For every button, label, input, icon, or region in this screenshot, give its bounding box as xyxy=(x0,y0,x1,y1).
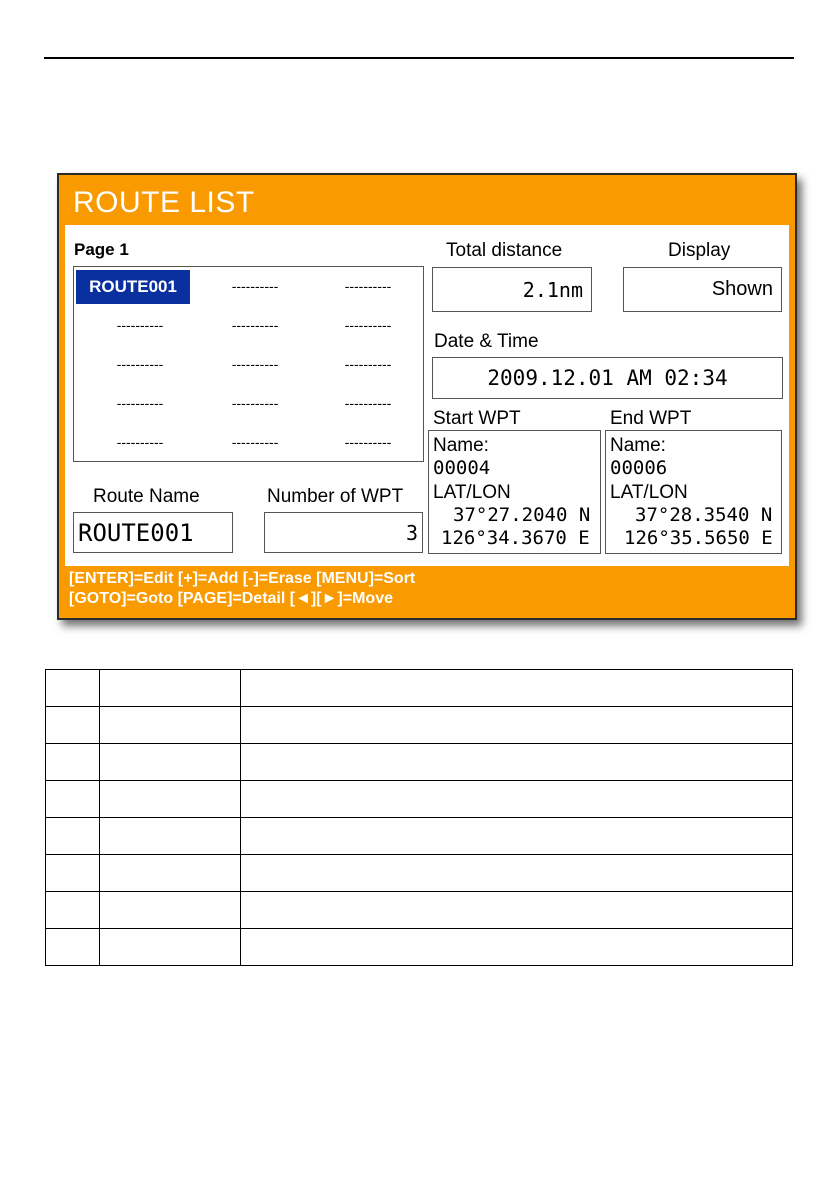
start-wpt-lon: 126°34.3670 E xyxy=(441,527,590,549)
start-wpt-name: 00004 xyxy=(433,457,491,479)
table-cell xyxy=(46,929,100,966)
end-wpt-name: 00006 xyxy=(610,457,668,479)
table-cell xyxy=(241,929,793,966)
route-grid xyxy=(73,266,424,462)
route-slot-4-1[interactable]: ---------- xyxy=(116,395,164,411)
display-field[interactable] xyxy=(623,267,782,312)
route-slot-5-1[interactable]: ---------- xyxy=(116,434,164,450)
route-slot-1-2[interactable]: ---------- xyxy=(231,278,279,294)
table-cell xyxy=(241,707,793,744)
table-cell xyxy=(241,670,793,707)
table-cell xyxy=(100,892,241,929)
route-slot-3-1[interactable]: ---------- xyxy=(116,356,164,372)
table-cell xyxy=(100,929,241,966)
key-help-line-2: [GOTO]=Goto [PAGE]=Detail [◄][►]=Move xyxy=(69,590,393,607)
total-distance-field xyxy=(432,267,592,312)
table-cell xyxy=(100,855,241,892)
route-slot-4-3[interactable]: ---------- xyxy=(344,395,392,411)
route-list-screen xyxy=(57,173,797,620)
table-cell xyxy=(241,781,793,818)
table-row xyxy=(46,855,793,892)
route-slot-2-2[interactable]: ---------- xyxy=(231,317,279,333)
table-cell xyxy=(100,744,241,781)
start-wpt-box xyxy=(428,430,601,554)
route-slot-5-2[interactable]: ---------- xyxy=(231,434,279,450)
key-help-line-1: [ENTER]=Edit [+]=Add [-]=Erase [MENU]=Sort xyxy=(69,570,416,587)
start-wpt-lat: 37°27.2040 N xyxy=(453,504,591,526)
end-wpt-lon: 126°35.5650 E xyxy=(624,527,773,549)
table-cell xyxy=(100,818,241,855)
display-value: Shown xyxy=(711,278,773,300)
table-cell xyxy=(100,781,241,818)
table-cell xyxy=(241,744,793,781)
table-row xyxy=(46,818,793,855)
table-row xyxy=(46,892,793,929)
table-row xyxy=(46,707,793,744)
route-name-value: ROUTE001 xyxy=(78,518,194,547)
key-help-footer xyxy=(69,569,415,609)
route-list-panel xyxy=(65,225,789,566)
table-row xyxy=(46,670,793,707)
table-cell xyxy=(46,670,100,707)
table-row xyxy=(46,744,793,781)
route-slot-3-3[interactable]: ---------- xyxy=(344,356,392,372)
datetime-label: Date & Time xyxy=(434,331,539,352)
page-label: Page 1 xyxy=(74,240,129,259)
route-slot-2-1[interactable]: ---------- xyxy=(116,317,164,333)
end-wpt-box xyxy=(605,430,782,554)
route-slot-5-3[interactable]: ---------- xyxy=(344,434,392,450)
table-cell xyxy=(46,781,100,818)
total-distance-value: 2.1nm xyxy=(522,277,583,302)
table-row xyxy=(46,781,793,818)
end-wpt-latlon-label: LAT/LON xyxy=(610,482,688,503)
num-wpt-field xyxy=(264,512,423,553)
num-wpt-value: 3 xyxy=(405,520,418,545)
table-row xyxy=(46,929,793,966)
end-wpt-name-label: Name: xyxy=(610,435,666,456)
table-cell xyxy=(241,855,793,892)
description-table xyxy=(45,669,793,966)
table-cell xyxy=(100,707,241,744)
route-slot-4-2[interactable]: ---------- xyxy=(231,395,279,411)
route-slot-1-3[interactable]: ---------- xyxy=(344,278,392,294)
route-slot-1-1[interactable]: ROUTE001 xyxy=(76,270,190,304)
route-name-field[interactable] xyxy=(73,512,233,553)
table-cell xyxy=(46,707,100,744)
start-wpt-name-label: Name: xyxy=(433,435,489,456)
route-slot-3-2[interactable]: ---------- xyxy=(231,356,279,372)
datetime-field xyxy=(432,357,783,399)
route-name-label: Route Name xyxy=(93,486,200,507)
start-wpt-label: Start WPT xyxy=(433,408,521,429)
table-cell xyxy=(46,744,100,781)
page-header-rule xyxy=(44,57,794,59)
total-distance-label: Total distance xyxy=(446,240,563,261)
table-cell xyxy=(46,818,100,855)
end-wpt-label: End WPT xyxy=(610,408,692,429)
datetime-value: 2009.12.01 AM 02:34 xyxy=(487,366,728,390)
end-wpt-lat: 37°28.3540 N xyxy=(635,504,773,526)
start-wpt-latlon-label: LAT/LON xyxy=(433,482,511,503)
table-cell xyxy=(46,855,100,892)
table-cell xyxy=(241,892,793,929)
table-cell xyxy=(241,818,793,855)
num-wpt-label: Number of WPT xyxy=(267,486,404,507)
table-cell xyxy=(100,670,241,707)
screen-title: ROUTE LIST xyxy=(73,186,255,219)
route-slot-2-3[interactable]: ---------- xyxy=(344,317,392,333)
table-cell xyxy=(46,892,100,929)
display-label: Display xyxy=(668,240,731,261)
